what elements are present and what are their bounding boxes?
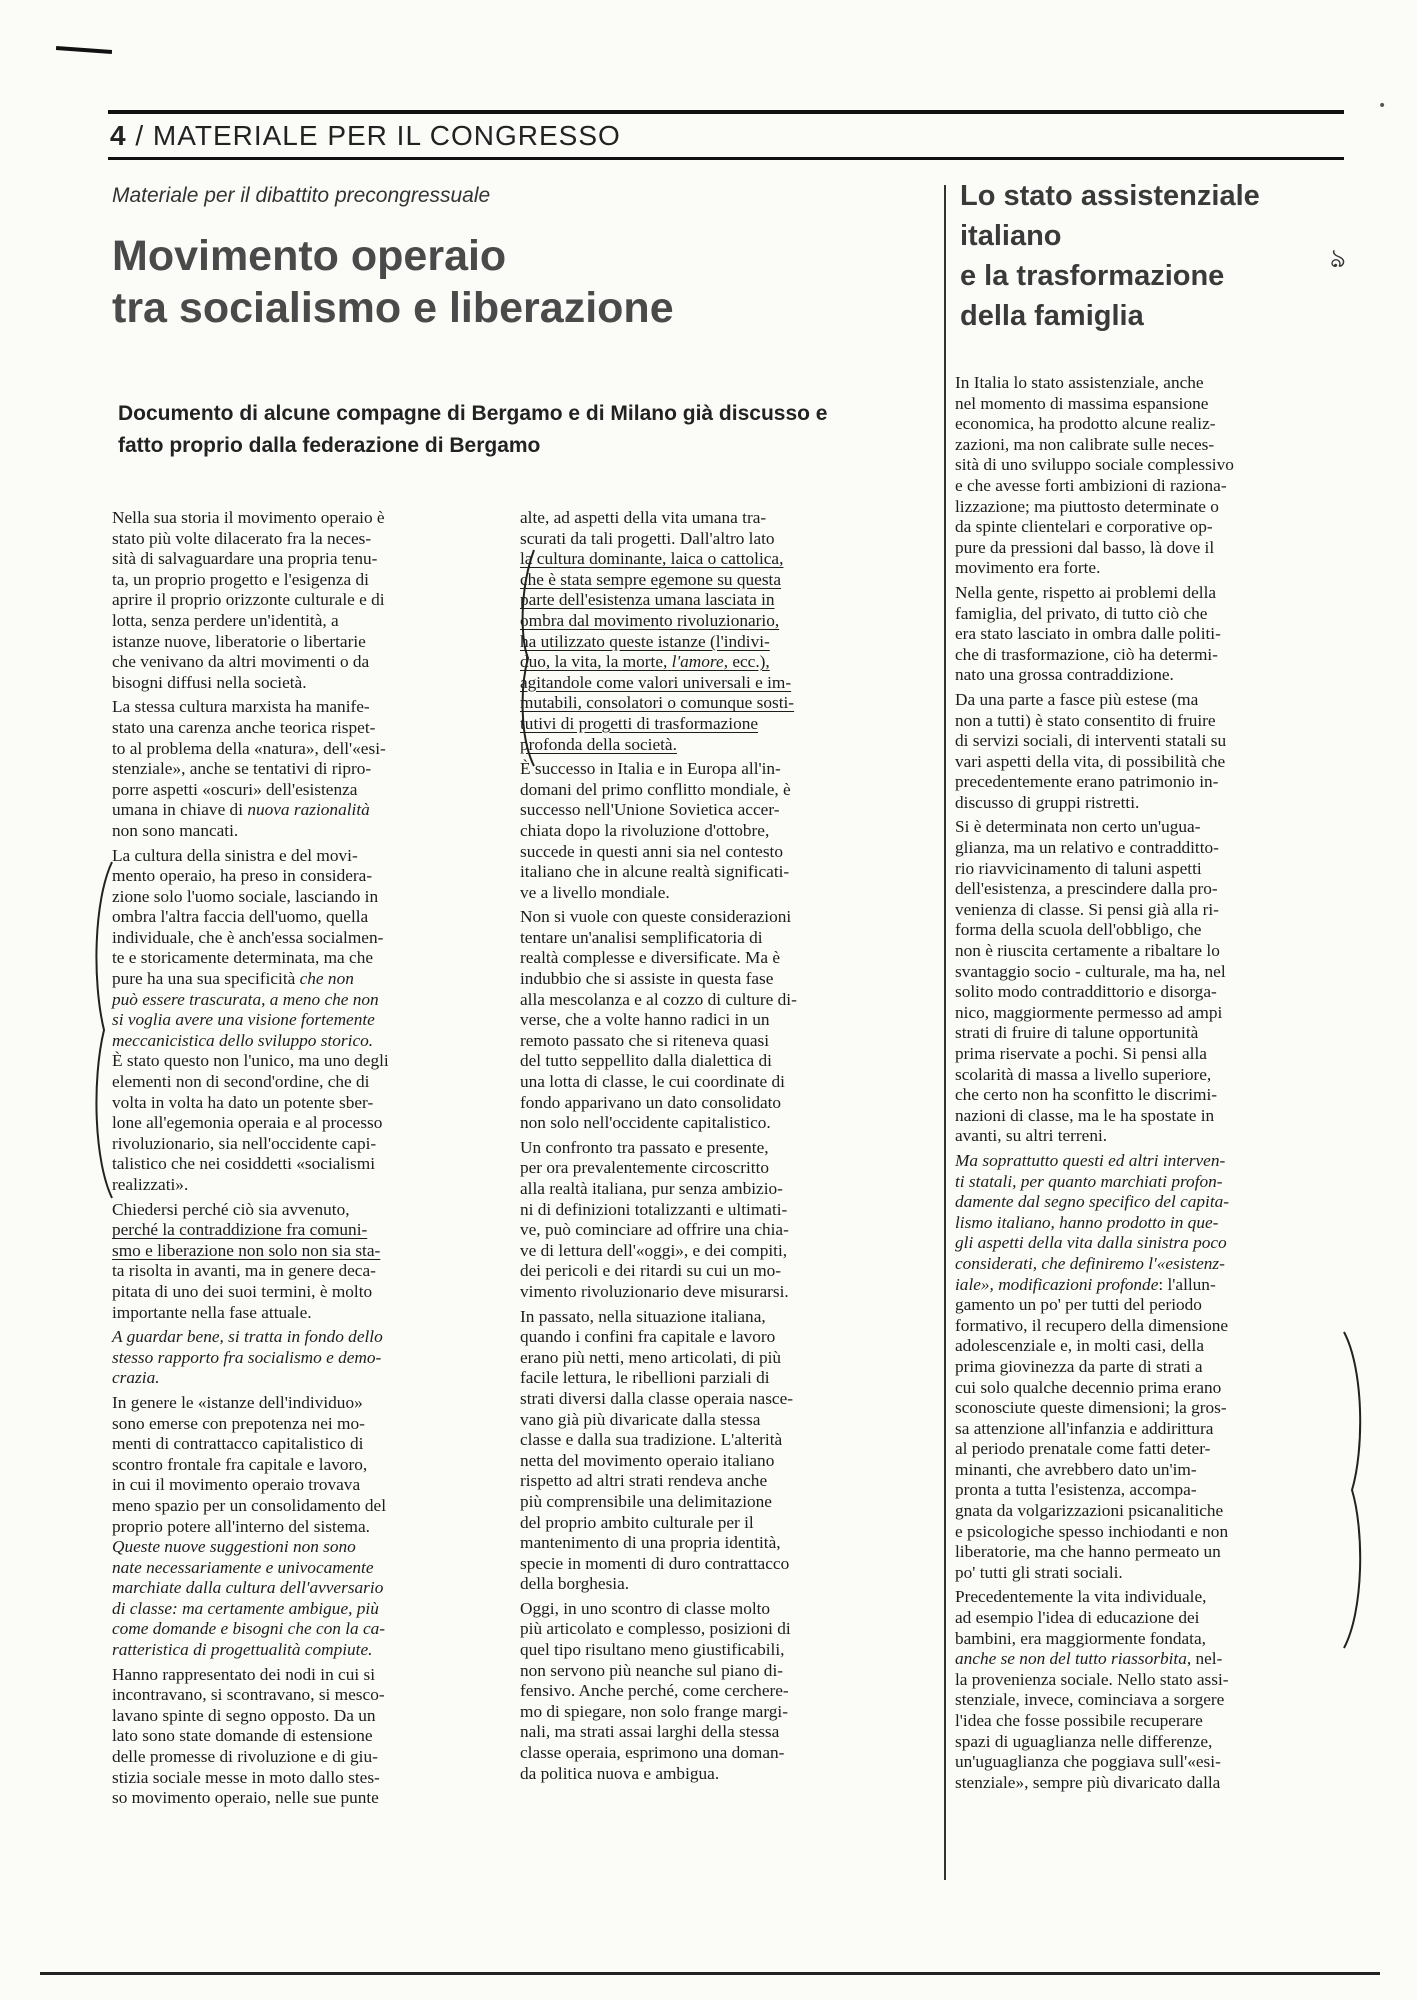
top-rule xyxy=(108,110,1344,114)
paragraph: In passato, nella situazione italiana, quando i confini fra capitale e lavoro erano più netti, meno articolati, di più facile lettura, le ribellioni parziali di strati diversi dalla classe operaia nasce- vano già più divaricate dalla stessa classe e dalla sua tradizione. L'alterità netta del movimento operaio italiano rispetto ad altri strati rendeva anche più comprensibile una delimitazione del proprio ambito culturale per il mantenimento di una propria identità, specie in momenti di duro contrattacco della borghesia. xyxy=(520,1306,794,1594)
paragraph: Ma soprattutto questi ed altri interven- ti statali, per quanto marchiati profon- damente dal segno specifico del capita- lismo italiano, hanno prodotto in que- gli aspetti della vita dalla sinistra poco considerati, che definiremo l'«esistenz- iale», modificazioni profonde: l'allun- gamento un po' per tutti del periodo formativo, il recupero della dimensione adolescenziale e, in molti casi, della prima giovinezza da parte di strati a cui solo qualche decennio prima erano sconosciute queste dimensioni; la gros- sa attenzione all'infanzia e addirittura al periodo prenatale come fatti deter- minanti, che avrebbero dato un'im- pronta a tutta l'esistenza, accompa- gnata da volgarizzazioni psicanalitiche e psicologiche spesso inchiodanti e non liberatorie, ma che hanno permeato un po' tutti gli strati sociali. xyxy=(955,1151,1345,1583)
bottom-rule xyxy=(40,1972,1380,1975)
page-header xyxy=(110,120,621,152)
title-line: tra socialismo e liberazione xyxy=(112,284,674,332)
title-line: Movimento operaio xyxy=(112,232,507,280)
paragraph: Chiedersi perché ciò sia avvenuto, perché la contraddizione fra comuni- smo e liberazione non solo non sia sta- ta risolta in avanti, ma in genere deca- pitata di uno dei suoi termini, è molto importante nella fase attuale. xyxy=(112,1199,381,1322)
paragraph: La cultura della sinistra e del movi- mento operaio, ha preso in considera- zione solo l'uomo sociale, lasciando in ombra l'altra faccia dell'uomo, quella individuale, che è anch'essa socialmen- te e storicamente determinata, ma che pure ha una sua specificità che non può essere trascurata, a meno che non si voglia avere una visione fortemente meccanicistica dello sviluppo storico. È stato questo non l'unico, ma uno degli elementi non di second'ordine, che di volta in volta ha dato un potente sber- lone all'egemonia operaia e al processo rivoluzionario, sia nell'occidente capi- talistico che nei cosiddetti «socialismi realizzati». xyxy=(112,846,502,1196)
article-column-1 xyxy=(112,508,502,1813)
paragraph: Oggi, in uno scontro di classe molto più articolato e complesso, posizioni di quel tipo risultano meno giustificabili, non servono più neanche sul piano di- fensivo. Anche perché, come cerchere- mo di spiegare, non solo frange margi- nali, ma strati assai larghi della stessa classe operaia, esprimono una doman- da politica nuova e ambigua. xyxy=(520,1598,791,1783)
handwritten-mark: ঌ xyxy=(1330,244,1346,274)
paragraph: Nella gente, rispetto ai problemi della famiglia, del privato, di tutto ciò che era stato lasciato in ombra dalle politi- che di trasformazione, ciò ha determi- nato una grossa contraddizione. xyxy=(955,582,1221,685)
line-mixed: anche se non del tutto riassorbita, nel- xyxy=(955,1649,1223,1669)
line-mixed: pure ha una sua specificità che non xyxy=(112,969,354,989)
paragraph: A guardar bene, si tratta in fondo dello stesso rapporto fra socialismo e demo- crazia. xyxy=(112,1327,383,1388)
article-column-2 xyxy=(520,508,920,1788)
line-mixed: iale», modificazioni profonde: l'allun- xyxy=(955,1274,1216,1294)
section-title: / MATERIALE PER IL CONGRESSO xyxy=(135,120,621,151)
paragraph: Precedentemente la vita individuale, ad esempio l'idea di educazione dei bambini, era maggiormente fondata, anche se non del tutto riassorbita, nel- la provenienza sociale. Nello stato assi- stenziale, invece, cominciava a sorgere l'idea che fosse possibile recuperare spazi di uguaglianza nelle differenze, un'uguaglianza che poggiava sull'«esi- stenziale», sempre più divaricato dalla xyxy=(955,1587,1345,1793)
line-mixed: umana in chiave di nuova razionalità xyxy=(112,800,370,820)
handwritten-bracket xyxy=(86,860,116,1200)
ink-dot: • xyxy=(1378,98,1387,114)
handwritten-bracket xyxy=(514,548,538,768)
paragraph: alte, ad aspetti della vita umana tra- scurati da tali progetti. Dall'altro lato la cultura dominante, laica o cattolica, che è stata sempre egemone su questa parte dell'esistenza umana lasciata in ombra dal movimento rivoluzionario, ha utilizzato queste istanze (l'indivi- duo, la vita, la morte, l'amore, ecc.), agitandole come valori universali e im- mutabili, consolatori o comunque sosti- tutivi di progetti di trasformazione profonda della società. xyxy=(520,508,920,755)
sidebar-title xyxy=(960,176,1300,336)
sidebar-title-line: italiano xyxy=(960,220,1062,252)
sidebar-title-line: e la trasformazione xyxy=(960,260,1225,292)
paragraph: Da una parte a fasce più estese (ma non a tutti) è stato consentito di fruire di servizi sociali, di interventi statali su vari aspetti della vita, di possibilità che precedentemente erano patrimonio in- discusso di gruppi ristretti. xyxy=(955,689,1227,812)
paragraph: In genere le «istanze dell'individuo» sono emerse con prepotenza nei mo- menti di contrattacco capitalistico di scontro frontale fra capitale e lavoro, in cui il movimento operaio trovava meno spazio per un consolidamento del proprio potere all'interno del sistema. Queste nuove suggestioni non sono nate necessariamente e univocamente marchiate dalla cultura dell'avversario di classe: ma certamente ambigue, più come domande e bisogni che con la ca- ratteristica di progettualità compiute. xyxy=(112,1392,387,1660)
paragraph: In Italia lo stato assistenziale, anche nel momento di massima espansione economica, ha prodotto alcune realiz- zazioni, ma non calibrate sulle neces- sità di uno sviluppo sociale complessivo e che avesse forti ambizioni di raziona- lizzazione; ma piuttosto determinate o da spinte clientelari e corporative op- pure da pressioni dal basso, là dove il movimento era forte. xyxy=(955,373,1234,578)
paragraph: Hanno rappresentato dei nodi in cui si incontravano, si scontravano, si mesco- lavano spinte di segno opposto. Da un lato sono state domande di estensione delle promesse di rivoluzione e di giu- stizia sociale messe in moto dallo stes- so movimento operaio, nelle sue punte xyxy=(112,1664,385,1808)
handwritten-bracket xyxy=(1340,1330,1370,1650)
kicker: Materiale per il dibattito precongressuale xyxy=(112,184,491,207)
sidebar-title-line: della famiglia xyxy=(960,300,1144,332)
sidebar-title-line: Lo stato assistenziale xyxy=(960,180,1260,212)
subtitle-line: fatto proprio dalla federazione di Bergamo xyxy=(118,434,541,457)
subtitle-line: Documento di alcune compagne di Bergamo e di Milano già discusso e xyxy=(118,402,828,425)
paragraph: Non si vuole con queste considerazioni tentare un'analisi semplificatoria di realtà complesse e diversificate. Ma è indubbio che si assiste in questa fase alla mescolanza e al cozzo di culture di- verse, che a volte hanno radici in un remoto passato che si riteneva quasi del tutto seppellito dalla dialettica di una lotta di classe, le cui coordinate di fondo apparivano un dato consolidato non solo nell'occidente capitalistico. xyxy=(520,907,797,1133)
page-number: 4 xyxy=(110,120,127,151)
paragraph: Un confronto tra passato e presente, per ora prevalentemente circoscritto alla realtà italiana, pur senza ambizio- ni di definizioni totalizzanti e ultimati- ve, può cominciare ad offrire una chia- ve di lettura dell'«oggi», e dei compiti, dei pericoli e dei ritardi su cui un mo- vimento rivoluzionario deve misurarsi. xyxy=(520,1137,789,1301)
paragraph: È successo in Italia e in Europa all'in- domani del primo conflitto mondiale, è successo nell'Unione Sovietica accer- chiata dopo la rivoluzione d'ottobre, succede in questi anni sia nel contesto italiano che in alcune realtà significati- ve a livello mondiale. xyxy=(520,759,791,902)
paragraph: Nella sua storia il movimento operaio è stato più volte dilacerato fra la neces- sità di salvaguardare una propria tenu- ta, un proprio progetto e l'esigenza di aprire il proprio orizzonte culturale e di lotta, senza perdere un'identità, a istanze nuove, liberatorie o libertarie che venivano da altri movimenti o da bisogni diffusi nella società. xyxy=(112,508,385,692)
column-divider xyxy=(944,185,946,1880)
paragraph: Si è determinata non certo un'ugua- glianza, ma un relativo e contradditto- rio riavvicinamento di taluni aspetti dell'esistenza, a prescindere dalla pro- venienza di classe. Si pensi già alla ri- forma della scuola dell'obbligo, che non è riuscita certamente a ribaltare lo svantaggio socio - culturale, ma ha, nel solito modo contraddittorio e disorga- nico, maggiormente permesso ad ampi strati di fruire di talune opportunità prima riservate a pochi. Si pensi alla scolarità di massa a livello superiore, che certo non ha sconfitto le discrimi- nazioni di classe, ma le ha spostate in avanti, su altri terreni. xyxy=(955,817,1226,1146)
line-mixed: duo, la vita, la morte, l'amore, ecc.), xyxy=(520,652,770,672)
paragraph: La stessa cultura marxista ha manife- stato una carenza anche teorica rispet- to al problema della «natura», dell'«esi- stenziale», anche se tentativi di ripro- porre aspetti «oscuri» dell'esistenza umana in chiave di nuova razionalità non sono mancati. xyxy=(112,697,502,841)
article-title xyxy=(112,230,892,334)
ink-mark xyxy=(56,46,112,54)
sidebar-column xyxy=(955,373,1345,1797)
header-rule xyxy=(108,157,1344,160)
article-subtitle xyxy=(118,398,918,462)
